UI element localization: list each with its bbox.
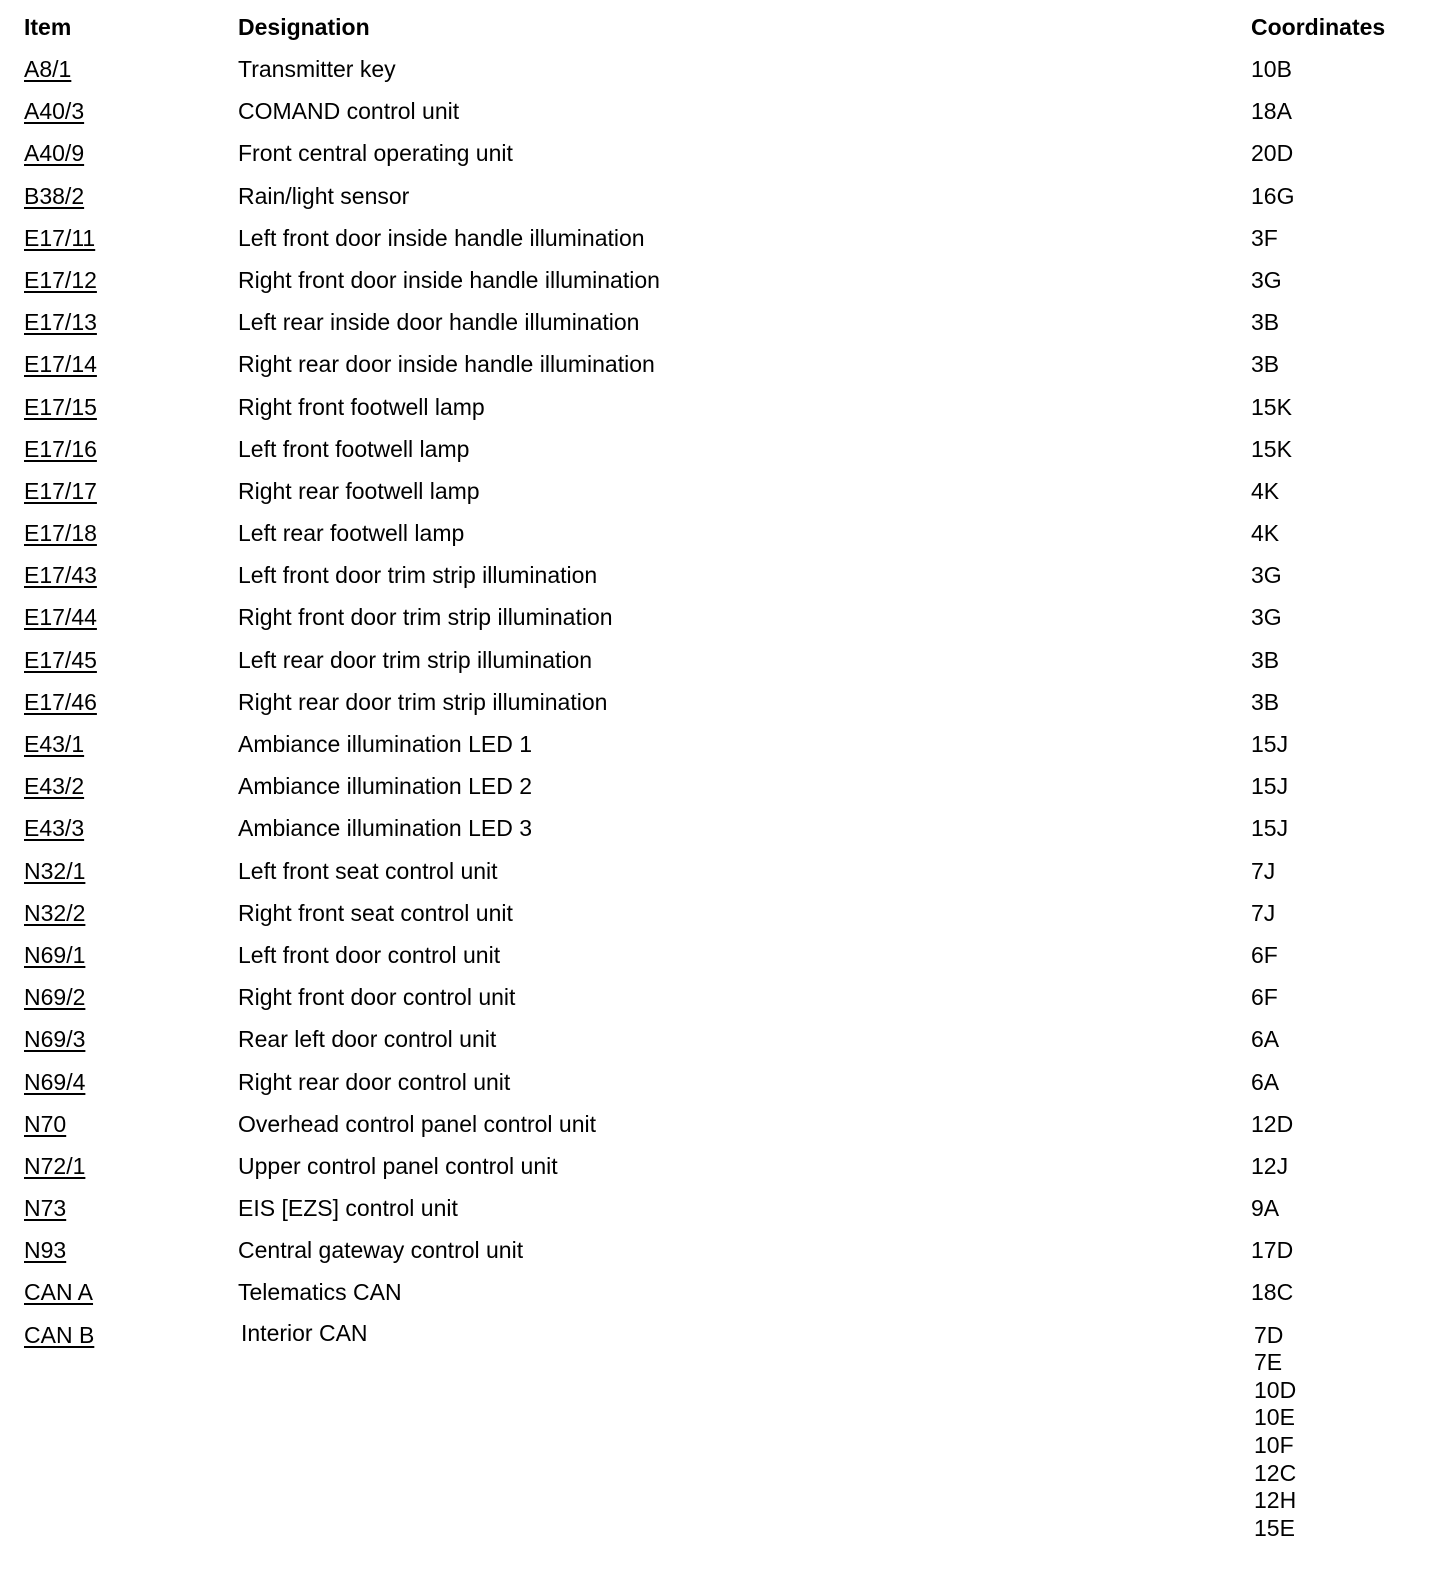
table-row [0,856,1456,898]
coordinates-cell: 6F [1251,941,1278,968]
table-row [0,940,1456,982]
table-row [0,729,1456,771]
designation-cell: Interior CAN [241,1319,368,1346]
coordinates-cell: 3B [1251,351,1280,378]
table-row [0,560,1456,602]
designation-cell: Right front seat control unit [238,899,513,926]
table-row [0,392,1456,434]
coordinates-cell: 15J [1251,731,1289,757]
coordinates-cell: 7D [1254,1321,1284,1348]
item-link[interactable]: N73 [24,1195,67,1222]
item-link[interactable]: E17/14 [24,351,97,378]
item-link[interactable]: E43/3 [24,815,85,842]
item-link[interactable]: N69/2 [24,984,86,1011]
designation-cell: Left rear footwell lamp [238,520,465,547]
item-link[interactable]: A40/9 [24,140,85,167]
coordinates-cell: 6F [1251,984,1278,1011]
item-link[interactable]: E17/11 [24,224,96,251]
designation-cell: Telematics CAN [238,1279,402,1306]
designation-cell: Ambiance illumination LED 3 [238,815,533,842]
table-row [0,645,1456,687]
coordinates-cell: 4K [1251,477,1280,504]
item-link[interactable]: E43/2 [24,773,85,800]
item-link[interactable]: E17/45 [24,646,97,673]
coordinates-cell: 15K [1251,435,1292,462]
coordinates-cell: 16G [1251,182,1295,209]
coordinates-cell: 10F [1254,1432,1294,1458]
designation-cell: Left rear door trim strip illumination [238,646,593,673]
item-link[interactable]: N70 [24,1110,67,1137]
designation-cell: Rain/light sensor [238,182,410,209]
table-row [0,1109,1456,1151]
table-row [0,1024,1456,1066]
designation-cell: Transmitter key [238,56,396,82]
coordinates-cell: 15J [1251,773,1289,800]
table-header [0,14,1456,44]
table-row [0,1067,1456,1109]
table-row [0,602,1456,644]
table-row [0,813,1456,855]
coordinates-cell: 3F [1251,224,1278,251]
item-link[interactable]: N93 [24,1237,67,1264]
header-designation: Designation [238,14,370,40]
item-link[interactable]: E17/15 [24,393,97,420]
coordinates-cell: 6A [1251,1068,1280,1095]
coordinates-cell: 9A [1251,1195,1280,1222]
table-row [0,898,1456,940]
table-row [0,54,1456,96]
item-link[interactable]: E17/43 [24,562,97,589]
designation-cell: Left front footwell lamp [238,435,470,462]
designation-cell: Left front door inside handle illumination [238,224,645,251]
designation-cell: EIS [EZS] control unit [238,1195,458,1222]
table-row [0,1320,1456,1550]
coordinates-cell: 3G [1251,604,1282,631]
coordinates-cell: 18A [1251,98,1292,125]
coordinates-cell: 3B [1251,309,1280,336]
designation-cell: Right front door trim strip illumination [238,604,613,631]
coordinates-cell: 6A [1251,1026,1280,1053]
coordinates-cell: 10B [1251,56,1292,82]
table-row [0,476,1456,518]
designation-cell: Left front seat control unit [238,857,498,884]
designation-cell: COMAND control unit [238,98,460,125]
table-row [0,96,1456,138]
designation-cell: Ambiance illumination LED 2 [238,773,533,800]
coordinates-cell: 3G [1251,266,1282,293]
coordinates-cell: 15K [1251,393,1292,420]
coordinates-cell: 7J [1251,857,1276,884]
designation-cell: Right front footwell lamp [238,393,485,420]
table-row [0,1277,1456,1319]
coordinates-cell: 18C [1251,1279,1294,1306]
coordinates-cell: 3B [1251,646,1280,673]
table-row [0,771,1456,813]
designation-cell: Left front door control unit [238,941,501,968]
item-link[interactable]: N69/4 [24,1068,86,1095]
coordinates-cell: 10E [1254,1404,1295,1431]
designation-cell: Right front door inside handle illumination [238,266,660,293]
designation-cell: Front central operating unit [238,140,513,167]
item-link[interactable]: E17/13 [24,309,97,336]
table-row [0,1193,1456,1235]
item-link[interactable]: E17/12 [24,266,97,293]
item-link[interactable]: B38/2 [24,182,85,209]
item-link[interactable]: N69/3 [24,1026,86,1053]
coordinates-cell: 3G [1251,562,1282,589]
designation-cell: Right rear door inside handle illumination [238,351,655,378]
designation-cell: Left front door trim strip illumination [238,562,598,589]
coordinates-cell: 15E [1254,1514,1295,1541]
item-link[interactable]: N69/1 [24,941,86,968]
table-body [0,54,1456,1550]
item-link[interactable]: E17/46 [24,688,97,715]
coordinates-cell: 7E [1254,1349,1283,1376]
table-row [0,138,1456,180]
coordinates-cell: 10D [1254,1376,1297,1403]
table-row [0,518,1456,560]
coordinates-cell: 3B [1251,688,1280,715]
table-row [0,1151,1456,1193]
header-coordinates: Coordinates [1251,14,1386,40]
item-link[interactable]: N72/1 [24,1152,86,1179]
coordinates-cell: 12H [1254,1487,1297,1514]
table-row [0,349,1456,391]
designation-cell: Ambiance illumination LED 1 [238,731,533,757]
coordinates-cell: 4K [1251,520,1280,547]
designation-cell: Right front door control unit [238,984,516,1011]
table-row [0,181,1456,223]
table-row [0,982,1456,1024]
item-link[interactable]: E17/18 [24,520,97,547]
designation-cell: Overhead control panel control unit [238,1110,596,1137]
item-link[interactable]: E17/44 [24,604,97,631]
designation-cell: Left rear inside door handle illumination [238,309,640,336]
table-row [0,434,1456,476]
item-link[interactable]: A8/1 [24,56,72,82]
item-link[interactable]: E43/1 [24,731,85,757]
coordinates-cell: 12J [1251,1152,1289,1179]
item-link[interactable]: A40/3 [24,98,85,125]
table-row [0,307,1456,349]
header-item: Item [24,14,72,40]
coordinates-cell: 15J [1251,815,1289,842]
table-row [0,223,1456,265]
designation-cell: Right rear door trim strip illumination [238,688,608,715]
table-row [0,265,1456,307]
item-link[interactable]: CAN A [24,1279,94,1306]
item-link[interactable]: E17/17 [24,477,97,504]
coordinates-list [1254,1322,1296,1543]
designation-cell: Central gateway control unit [238,1237,524,1264]
coordinates-cell: 12C [1254,1459,1297,1486]
item-link[interactable]: N32/1 [24,857,86,884]
coordinates-cell: 12D [1251,1110,1294,1137]
item-link[interactable]: N32/2 [24,899,86,926]
item-link[interactable]: CAN B [24,1321,95,1348]
designation-cell: Right rear footwell lamp [238,477,480,504]
coordinates-cell: 20D [1251,140,1294,167]
item-link[interactable]: E17/16 [24,435,97,462]
designation-cell: Rear left door control unit [238,1026,497,1053]
coordinates-cell: 7J [1251,899,1276,926]
table-row [0,687,1456,729]
designation-cell: Right rear door control unit [238,1068,511,1095]
designation-cell: Upper control panel control unit [238,1152,558,1179]
coordinates-cell: 17D [1251,1237,1294,1264]
table-row [0,1235,1456,1277]
